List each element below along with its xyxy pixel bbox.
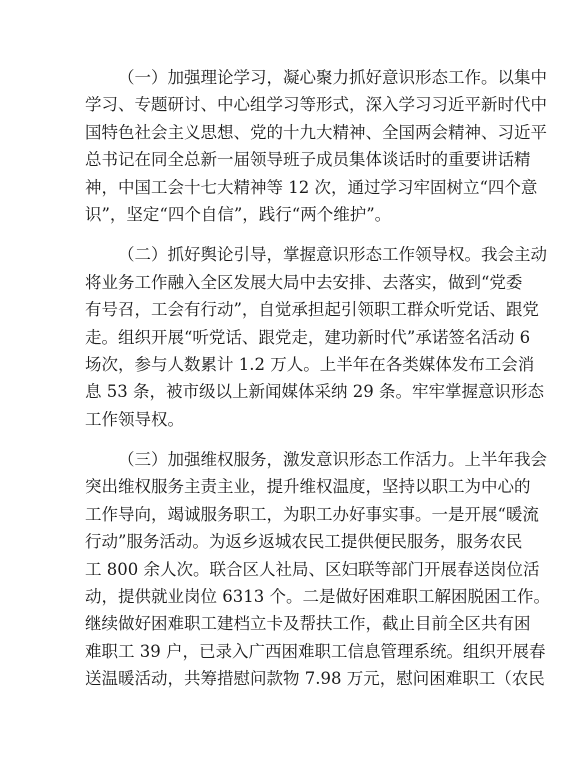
paragraph-1	[85, 64, 547, 228]
paragraph-line: 有号召，工会有行动”，自觉承担起引领职工群众听党话、跟党	[85, 300, 539, 320]
paragraph-line: 工 800 余人次。联合区人社局、区妇联等部门开展春送岗位活	[85, 559, 540, 579]
paragraph-line: 总书记在同全总新一届领导班子成员集体谈话时的重要讲话精	[85, 150, 531, 170]
paragraph-line: 动，提供就业岗位 6313 个。二是做好困难职工解困脱困工作。	[85, 587, 550, 607]
paragraph-line: （一）加强理论学习，凝心聚力抓好意识形态工作。以集中	[118, 68, 547, 87]
paragraph-line: 国特色社会主义思想、党的十九大精神、全国两会精神、习近平	[85, 122, 547, 142]
paragraph-line: 继续做好困难职工建档立卡及帮扶工作，截止目前全区共有困	[85, 614, 531, 634]
paragraph-line: 场次，参与人数累计 1.2 万人。上半年在各类媒体发布工会消	[85, 354, 535, 374]
paragraph-line: 将业务工作融入全区发展大局中去安排、去落实，做到“党委	[85, 272, 523, 292]
paragraph-line: 神，中国工会十七大精神等 12 次，通过学习牢固树立“四个意	[85, 177, 538, 197]
paragraph-line: 息 53 条，被市级以上新闻媒体采纳 29 条。牢牢掌握意识形态	[85, 382, 544, 402]
paragraph-line: 突出维权服务主责主业，提升维权温度，坚持以职工为中心的	[85, 477, 531, 497]
paragraph-line: （二）抓好舆论引导，掌握意识形态工作领导权。我会主动	[118, 245, 547, 265]
paragraph-line: 学习、专题研讨、中心组学习等形式，深入学习习近平新时代中	[85, 95, 547, 115]
paragraph-line: 走。组织开展“听党话、跟党走，建功新时代”承诺签名活动 6	[85, 327, 531, 347]
paragraph-line: 送温暖活动，共筹措慰问款物 7.98 万元，慰问困难职工（农民	[85, 669, 545, 689]
paragraph-3	[85, 446, 550, 693]
document-body	[85, 64, 550, 693]
paragraph-2	[85, 241, 547, 433]
paragraph-line: 工作领导权。	[85, 409, 184, 429]
paragraph-line: 工作导向，竭诚服务职工，为职工办好事实事。一是开展“暖流	[85, 504, 539, 524]
paragraph-gap	[85, 433, 503, 446]
paragraph-line: 识”，坚定“四个自信”，践行“两个维护”。	[85, 204, 392, 224]
paragraph-line: 行动”服务活动。为返乡返城农民工提供便民服务，服务农民	[85, 532, 523, 552]
paragraph-line: 难职工 39 户，已录入广西困难职工信息管理系统。组织开展春	[85, 641, 546, 661]
paragraph-line: （三）加强维权服务，激发意识形态工作活力。上半年我会	[118, 450, 547, 470]
paragraph-gap	[85, 228, 503, 241]
